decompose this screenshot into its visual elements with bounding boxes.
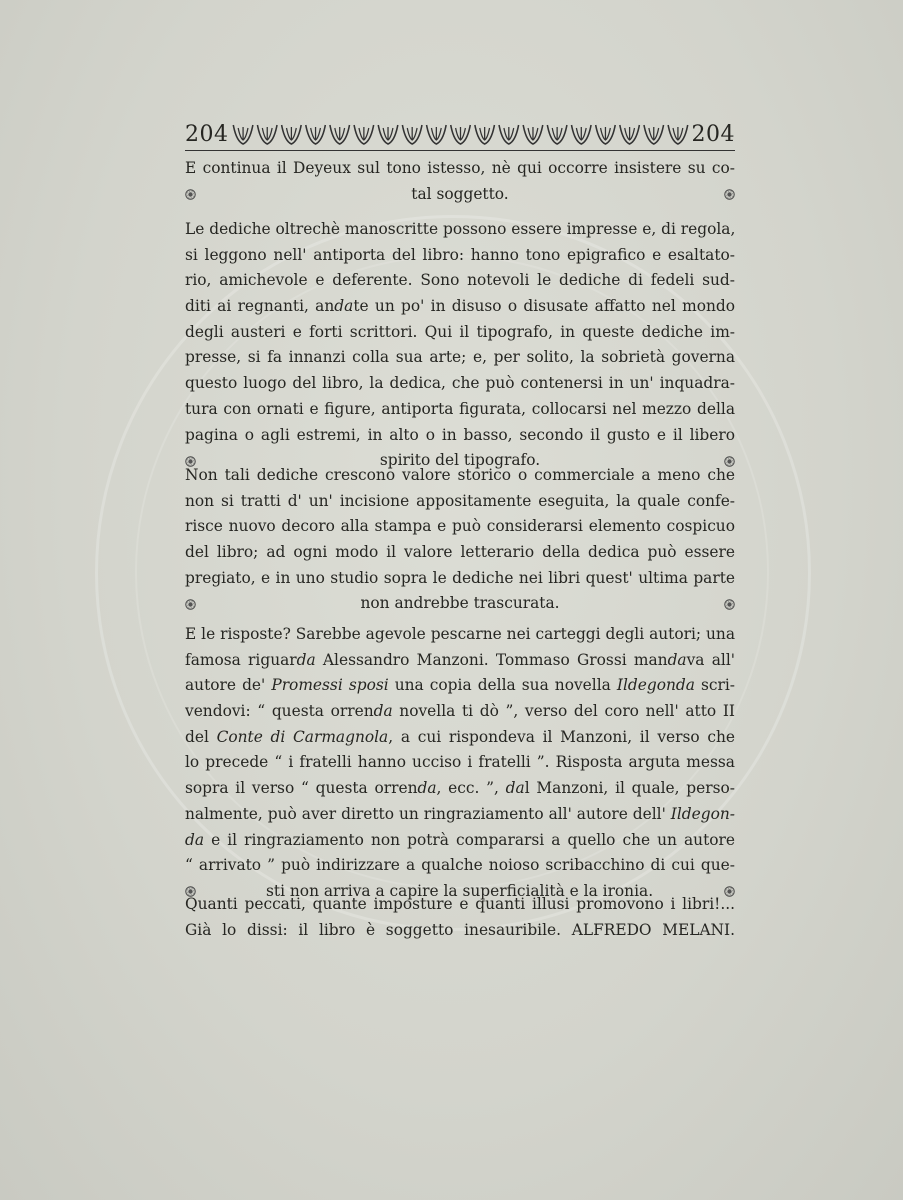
rosette-icon [185,189,196,200]
text-line: Non tali dediche crescono valore storico o commerciale a meno che [185,466,735,484]
text-line: del libro; ad ogni modo il valore letterario della dedica può essere [185,543,735,562]
rosette-icon [724,189,735,200]
paragraph-2 [185,217,735,474]
closing-line: Già lo dissi: il libro è soggetto inesauribile. ALFREDO MELANI. [185,920,735,939]
paragraph-4 [185,622,735,905]
text-line: diti ai regnanti, andate un po' in disuso o disusate affatto nel mondo [185,297,735,316]
text-line: E le risposte? Sarebbe agevole pescarne nei carteggi degli autori; una [185,625,735,643]
end-line-text: tal soggetto. [411,184,509,203]
text-line: del Conte di Carmagnola, a cui rispondeva il Manzoni, il verso che [185,727,735,746]
text-line: rio, amichevole e deferente. Sono notevoli le dediche di fedeli sud- [185,271,735,290]
end-line-text: sti non arriva a capire la superficialità e la ironia. [266,881,654,900]
paragraph-end-line [185,182,735,208]
text-line: risce nuovo decoro alla stampa e può considerarsi elemento cospicuo [185,517,735,536]
page-number-right: 204 [691,121,735,147]
text-line: da e il ringraziamento non potrà compararsi a quello che un autore [185,830,735,849]
text-line: degli austeri e forti scrittori. Qui il tipografo, in queste dediche im- [185,322,735,341]
paragraph-1 [185,156,735,207]
paragraph-3 [185,463,735,617]
rosette-icon [724,599,735,610]
text-line: vendovi: “ questa orrenda novella ti dò ”, verso del coro nell' atto II [185,702,735,721]
rosette-icon [185,599,196,610]
text-line: Le dediche oltrechè manoscritte possono essere impresse e, di regola, [185,220,735,238]
page-header [185,118,735,151]
text-line: famosa riguarda Alessandro Manzoni. Tommaso Grossi mandava all' [185,650,735,669]
end-line-text: spirito del tipografo. [379,451,541,470]
paragraph-end-line [185,591,735,617]
text-line: nalmente, può aver diretto un ringraziamento all' autore dell' Ildegon- [185,804,735,823]
text-line: “ arrivato ” può indirizzare a qualche noioso scribacchino di cui que- [185,856,735,875]
text-line: pregiato, e in uno studio sopra le dediche nei libri quest' ultima parte [185,568,735,587]
closing-line: Quanti peccati, quante imposture e quanti illusi promovono i libri!... [185,895,735,913]
text-line: si leggono nell' antiporta del libro: hanno tono epigrafico e esaltato- [185,245,735,264]
page-number-left: 204 [185,121,229,147]
text-line: autore de' Promessi sposi una copia della sua novella Ildegonda scri- [185,676,735,695]
closing-lines [185,892,735,943]
end-line-text: non andrebbe trascurata. [360,594,560,613]
text-line: presse, si fa innanzi colla sua arte; e, per solito, la sobrietà governa [185,348,735,367]
text-line: tura con ornati e figure, antiporta figurata, collocarsi nel mezzo della [185,399,735,418]
palmette-frieze-icon [231,121,690,147]
text-line: lo precede “ i fratelli hanno ucciso i fratelli ”. Risposta arguta messa [185,753,735,772]
text-line: non si tratti d' un' incisione appositamente eseguita, la quale confe- [185,491,735,510]
text-line: E continua il Deyeux sul tono istesso, nè qui occorre insistere su co- [185,159,735,177]
text-line: sopra il verso “ questa orrenda, ecc. ”, dal Manzoni, il quale, perso- [185,779,735,798]
text-line: questo luogo del libro, la dedica, che può contenersi in un' inquadra- [185,374,735,393]
text-line: pagina o agli estremi, in alto o in basso, secondo il gusto e il libero [185,425,735,444]
